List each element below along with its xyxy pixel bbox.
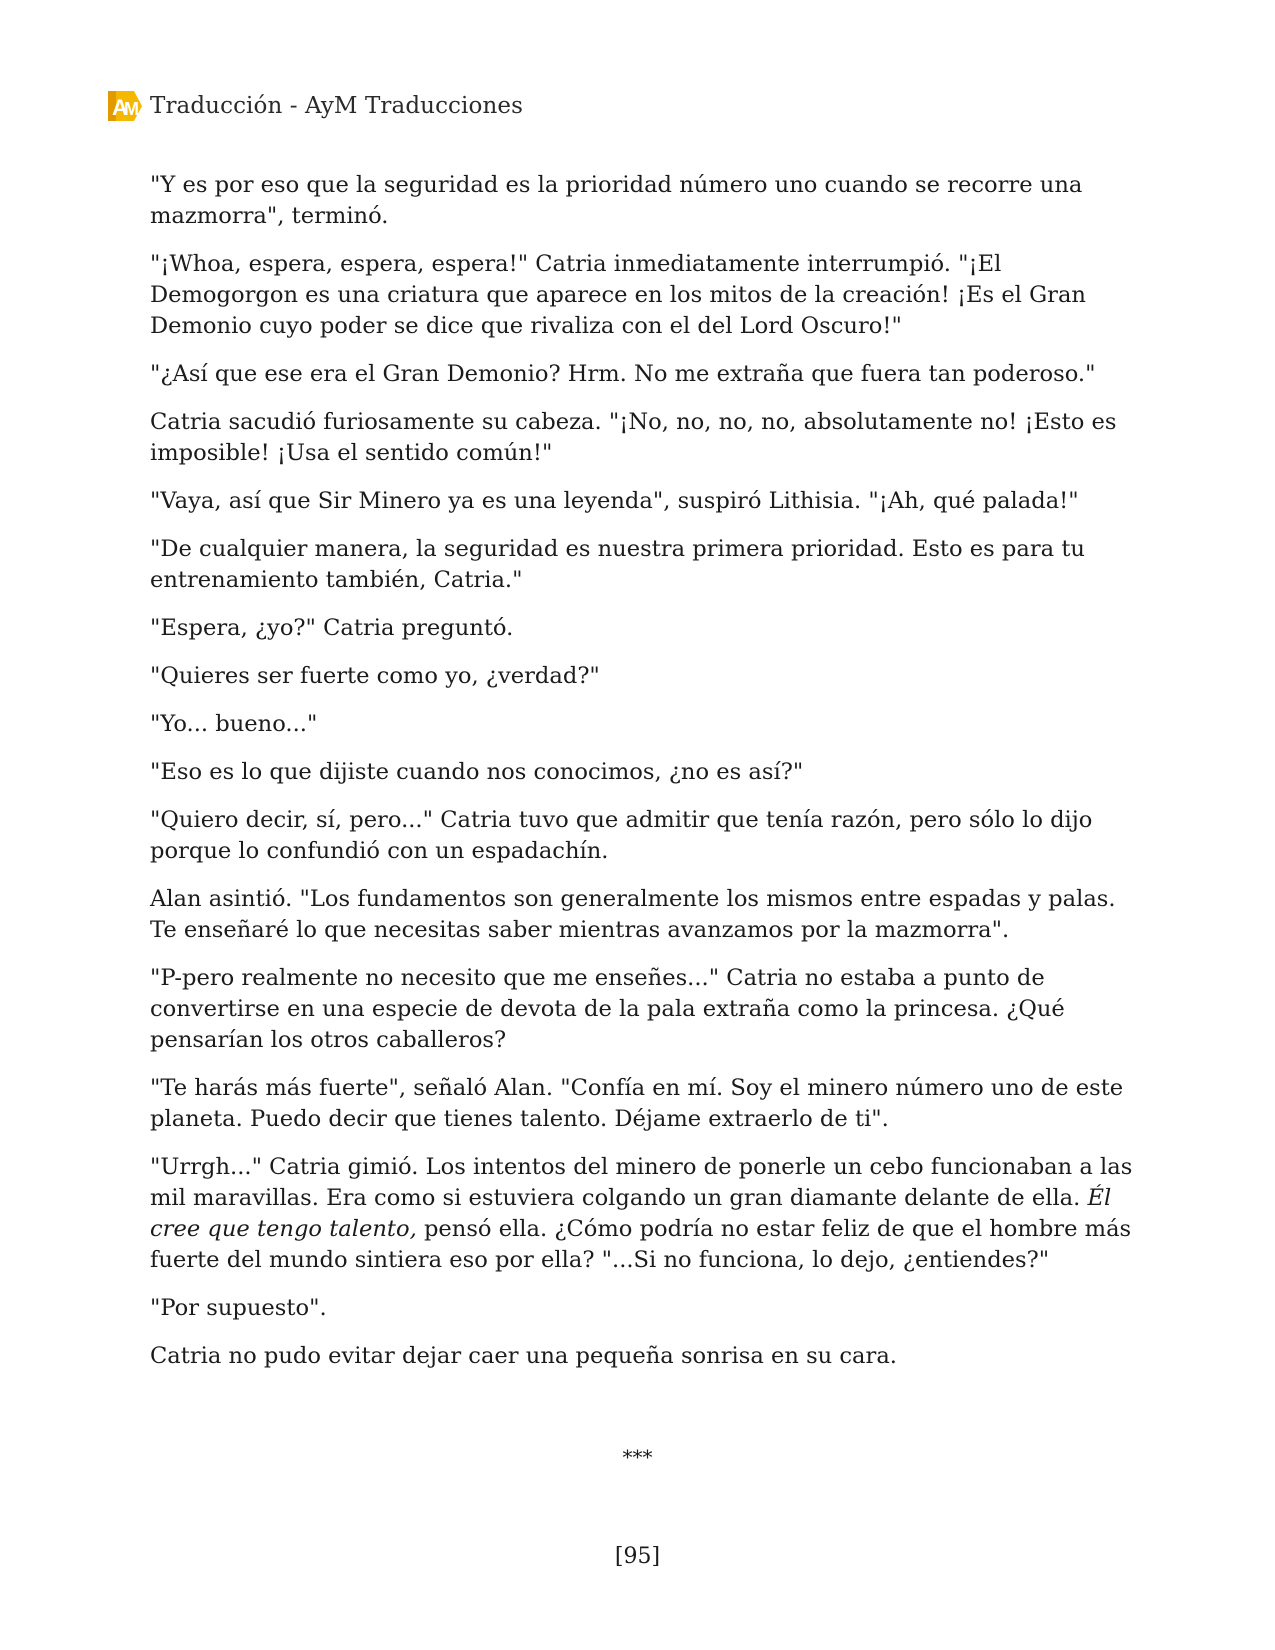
paragraph: Alan asintió. "Los fundamentos son generalmente los mismos entre espadas y palas. Te enseñaré lo que necesitas saber mientras avanzamos por la mazmorra".	[150, 886, 1116, 943]
paragraph: "Quieres ser fuerte como yo, ¿verdad?"	[150, 663, 600, 689]
paragraph: "¿Así que ese era el Gran Demonio? Hrm. No me extraña que fuera tan poderoso."	[150, 361, 1096, 387]
paragraph-text: "Urrgh..." Catria gimió. Los intentos del minero de ponerle un cebo funcionaban a las mil maravillas. Era como si estuviera colgando un gran diamante delante de ella.	[150, 1154, 1133, 1211]
aym-logo-icon	[104, 89, 144, 123]
page-header	[104, 88, 523, 124]
paragraph: "Vaya, así que Sir Minero ya es una leyenda", suspiró Lithisia. "¡Ah, qué palada!"	[150, 488, 1079, 514]
paragraph-with-italic	[150, 1152, 1140, 1276]
paragraph: "Yo... bueno..."	[150, 711, 318, 737]
paragraph: "De cualquier manera, la seguridad es nuestra primera prioridad. Esto es para tu entrenamiento también, Catria."	[150, 536, 1085, 593]
italic-thought: Él cree que tengo talento,	[150, 1185, 1112, 1242]
paragraph: "¡Whoa, espera, espera, espera!" Catria inmediatamente interrumpió. "¡El Demogorgon es una criatura que aparece en los mitos de la creación! ¡Es el Gran Demonio cuyo poder se dice que rivaliza con el del Lord Oscuro!"	[150, 251, 1086, 339]
paragraph: "Por supuesto".	[150, 1295, 327, 1321]
paragraph: "Quiero decir, sí, pero..." Catria tuvo que admitir que tenía razón, pero sólo lo dijo porque lo confundió con un espadachín.	[150, 807, 1093, 864]
paragraph: "Eso es lo que dijiste cuando nos conocimos, ¿no es así?"	[150, 759, 804, 785]
header-title: Traducción - AyM Traducciones	[150, 93, 523, 119]
paragraph: Catria no pudo evitar dejar caer una pequeña sonrisa en su cara.	[150, 1343, 897, 1369]
svg-text:M: M	[124, 99, 139, 119]
paragraph: Catria sacudió furiosamente su cabeza. "¡No, no, no, no, absolutamente no! ¡Esto es imposible! ¡Usa el sentido común!"	[150, 409, 1117, 466]
paragraph: "P-pero realmente no necesito que me enseñes..." Catria no estaba a punto de convertirse en una especie de devota de la pala extraña como la princesa. ¿Qué pensarían los otros caballeros?	[150, 965, 1065, 1053]
paragraph: "Espera, ¿yo?" Catria preguntó.	[150, 615, 514, 641]
svg-text:A: A	[112, 95, 128, 120]
paragraph: "Y es por eso que la seguridad es la prioridad número uno cuando se recorre una mazmorra", terminó.	[150, 172, 1083, 229]
page-number: [95]	[614, 1544, 661, 1569]
paragraph: "Te harás más fuerte", señaló Alan. "Confía en mí. Soy el minero número uno de este planeta. Puedo decir que tienes talento. Déjame extraerlo de ti".	[150, 1075, 1124, 1132]
section-separator: ***	[622, 1445, 653, 1469]
document-body	[150, 170, 1140, 1389]
paragraph-text: pensó ella. ¿Cómo podría no estar feliz de que el hombre más fuerte del mundo sintiera eso por ella? "...Si no funciona, lo dejo, ¿entiendes?"	[150, 1216, 1132, 1273]
